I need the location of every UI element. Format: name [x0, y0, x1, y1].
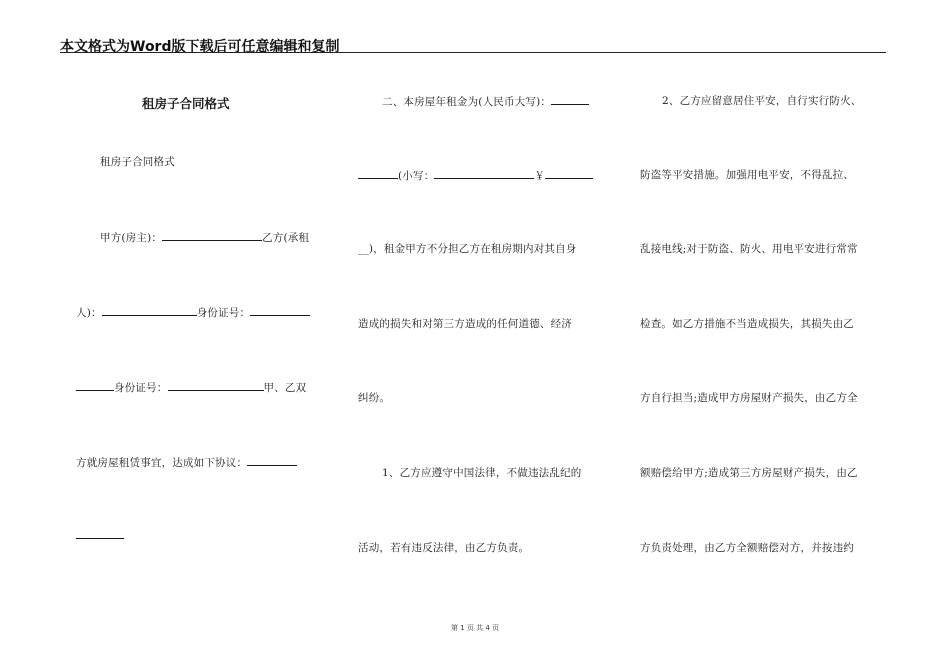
- c2-line-4: 造成的损失和对第三方造成的任何道德、经济: [358, 318, 572, 330]
- id-blank-1: [250, 305, 310, 316]
- document-title: 租房子合同格式: [142, 96, 230, 111]
- id-label-2: 身份证号：: [114, 382, 168, 394]
- column-3: [640, 0, 884, 620]
- c3-line-6: 额赔偿给甲方;造成第三方房屋财产损失，由乙: [640, 467, 858, 479]
- parties-label: 甲、乙双: [263, 382, 307, 394]
- party-a-label: 甲方(房主)：: [100, 232, 163, 244]
- trailing-blank-line: [76, 528, 124, 543]
- c3-line-7: 方负责处理，由乙方全额赔偿对方，并按违约: [640, 542, 854, 554]
- rent-cont-blank: [358, 168, 398, 179]
- agreement-blank: [247, 455, 297, 466]
- c3-line-5: 方自行担当;造成甲方房屋财产损失，由乙方全: [640, 392, 858, 404]
- rent-label: 二、本房屋年租金为(人民币大写)：: [382, 96, 552, 108]
- agreement-line: [76, 455, 297, 470]
- party-b-label: 乙方(承租: [262, 232, 310, 244]
- column-2: [358, 0, 608, 620]
- c2-line-6: 1、乙方应遵守中国法律，不做违法乱纪的: [382, 467, 582, 479]
- id-prefix-blank: [76, 380, 114, 391]
- id-line-2: [76, 380, 306, 395]
- rent-capital-blank: [551, 94, 589, 105]
- document-header: 本文格式为Word版下载后可任意编辑和复制: [60, 39, 340, 55]
- rent-small-blank: [434, 168, 534, 179]
- c2-line-7: 活动，若有违反法律，由乙方负责。: [358, 542, 530, 554]
- rent-small-label: (小写：: [398, 170, 435, 182]
- yuan-symbol: ￥: [534, 170, 546, 182]
- party-a-blank: [162, 230, 262, 241]
- party-a-line: [100, 230, 309, 245]
- c2-line-5: 纠纷。: [358, 392, 391, 404]
- column-1: [76, 0, 326, 620]
- c2-line-3: __)，租金甲方不分担乙方在租房期内对其自身: [358, 243, 577, 255]
- c3-line-3: 乱接电线;对于防盗、防火、用电平安进行常常: [640, 243, 858, 255]
- agreement-text: 方就房屋租赁事宜，达成如下协议：: [76, 457, 248, 469]
- party-b-cont: 人)：: [76, 307, 102, 319]
- c3-line-2: 防盗等平安措施。加强用电平安，不得乱拉、: [640, 169, 854, 181]
- c3-line-4: 检查。如乙方措施不当造成损失，其损失由乙: [640, 318, 854, 330]
- rent-yuan-blank: [545, 168, 593, 179]
- c3-line-1: 2、乙方应留意居住平安，自行实行防火、: [662, 95, 862, 107]
- id-label-1: 身份证号：: [196, 307, 251, 319]
- rent-small-line: [358, 168, 593, 183]
- id-blank-2: [168, 380, 264, 391]
- page-footer: 第 1 页 共 4 页: [450, 624, 500, 632]
- subtitle-line: 租房子合同格式: [100, 156, 175, 168]
- party-b-line: [76, 305, 310, 320]
- trailing-blank: [76, 528, 124, 539]
- party-b-blank: [102, 305, 197, 316]
- rent-line: [382, 94, 589, 109]
